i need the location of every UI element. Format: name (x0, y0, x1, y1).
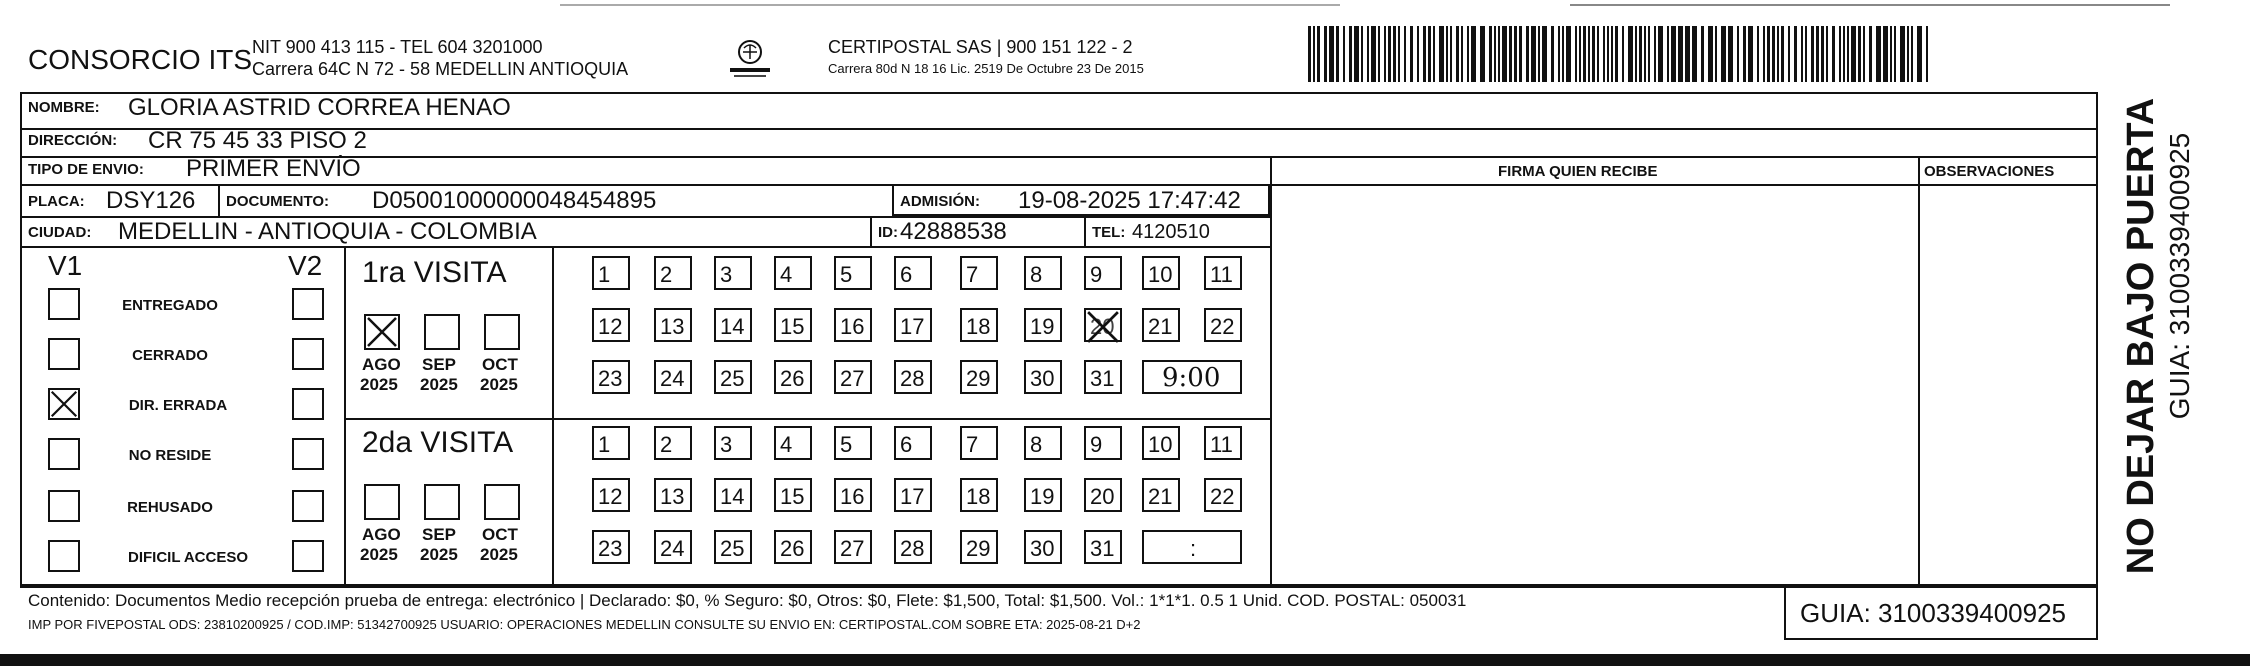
day-box[interactable]: 18 (960, 308, 998, 342)
top-scan-line-right (1570, 4, 2170, 6)
certipostal-line1: CERTIPOSTAL SAS | 900 151 122 - 2 (828, 37, 1133, 57)
status-label: CERRADO (132, 347, 208, 364)
divider (1270, 156, 1272, 586)
day-box[interactable]: 13 (654, 478, 692, 512)
status-v1-checkbox[interactable] (48, 490, 80, 522)
day-box[interactable]: 15 (774, 308, 812, 342)
divider (1270, 184, 2098, 186)
day-box[interactable]: 4 (774, 256, 812, 290)
certipostal-logo (726, 38, 774, 82)
tipo-envio-value: PRIMER ENVÍO (186, 155, 361, 182)
day-box[interactable]: 29 (960, 530, 998, 564)
day-box[interactable]: 19 (1024, 308, 1062, 342)
tipo-envio-label: TIPO DE ENVIO: (28, 161, 144, 178)
status-label: NO RESIDE (128, 447, 212, 464)
ciudad-value: MEDELLIN - ANTIOQUIA - COLOMBIA (118, 218, 537, 245)
direccion-value: CR 75 45 33 PISO 2 (148, 127, 367, 154)
day-box[interactable]: 28 (894, 530, 932, 564)
day-box[interactable]: 27 (834, 530, 872, 564)
status-label: DIR. ERRADA (128, 397, 228, 414)
day-box[interactable]: 7 (960, 256, 998, 290)
month-checkbox[interactable] (424, 314, 460, 350)
direccion-label: DIRECCIÓN: (28, 132, 118, 149)
day-box[interactable]: 25 (714, 360, 752, 394)
month-label: AGO (362, 525, 401, 544)
day-box[interactable]: 16 (834, 478, 872, 512)
month-label: AGO (362, 355, 401, 374)
day-box[interactable]: 11 (1204, 426, 1242, 460)
year-label: 2025 (480, 545, 518, 564)
footer-imp-line: IMP POR FIVEPOSTAL ODS: 23810200925 / COD.IMP: 51342700925 USUARIO: OPERACIONES MEDELLIN CONSULTE SU ENVIO EN: CERTIPOSTAL.COM SOBRE ETA: 2025-08-21 D+2 (28, 617, 1141, 632)
day-box[interactable]: 26 (774, 360, 812, 394)
top-scan-line (560, 4, 1340, 6)
day-box[interactable]: 1 (592, 426, 630, 460)
day-box[interactable]: 24 (654, 360, 692, 394)
day-box[interactable]: 16 (834, 308, 872, 342)
status-label: REHUSADO (127, 499, 213, 516)
day-box[interactable]: 4 (774, 426, 812, 460)
month-checkbox[interactable] (364, 484, 400, 520)
divider (218, 184, 220, 216)
day-box[interactable]: 10 (1142, 256, 1180, 290)
month-checkbox[interactable] (424, 484, 460, 520)
bottom-border-bar (0, 654, 2250, 666)
day-box[interactable]: 9 (1084, 426, 1122, 460)
year-label: 2025 (480, 375, 518, 394)
barcode (1308, 26, 1940, 82)
status-v1-checkbox[interactable] (48, 288, 80, 320)
day-box[interactable]: 7 (960, 426, 998, 460)
month-label: SEP (422, 525, 457, 544)
year-label: 2025 (360, 545, 398, 564)
day-box[interactable]: 8 (1024, 426, 1062, 460)
status-v2-checkbox[interactable] (292, 338, 324, 370)
divider (870, 216, 872, 246)
day-box[interactable]: 14 (714, 478, 752, 512)
day-box[interactable]: 20 (1084, 308, 1122, 342)
status-v2-checkbox[interactable] (292, 540, 324, 572)
placa-value: DSY126 (106, 187, 196, 214)
divider (1918, 156, 1920, 586)
tel-label: TEL: (1092, 224, 1126, 241)
status-v2-checkbox[interactable] (292, 438, 324, 470)
time-box[interactable]: : (1142, 530, 1242, 564)
day-box[interactable]: 13 (654, 308, 692, 342)
footer-contenido: Contenido: Documentos Medio recepción prueba de entrega: electrónico | Declarado: $0, % Seguro: $0, Otros: $0, Flete: $1,500, Total: $1,500. Vol.: 1*1*1. 0.5 1 Unid. COD. POSTAL: 050031 (28, 591, 1467, 610)
day-box[interactable]: 21 (1142, 478, 1180, 512)
company-nit: NIT 900 413 115 - TEL 604 3201000 (252, 37, 543, 57)
day-box[interactable]: 12 (592, 308, 630, 342)
firma-label: FIRMA QUIEN RECIBE (1498, 163, 1658, 180)
divider (344, 246, 346, 584)
side-no-dejar: NO DEJAR BAJO PUERTA (2120, 97, 2162, 575)
id-value: 42888538 (900, 218, 1007, 245)
day-box[interactable]: 10 (1142, 426, 1180, 460)
day-box[interactable]: 23 (592, 360, 630, 394)
v1-label: V1 (48, 250, 83, 281)
day-box[interactable]: 15 (774, 478, 812, 512)
admision-label: ADMISIÓN: (900, 193, 980, 210)
id-label: ID: (878, 224, 898, 241)
day-box[interactable]: 18 (960, 478, 998, 512)
day-box[interactable]: 17 (894, 478, 932, 512)
year-label: 2025 (420, 545, 458, 564)
day-box[interactable]: 30 (1024, 530, 1062, 564)
nombre-value: GLORIA ASTRID CORREA HENAO (128, 94, 511, 121)
status-v1-checkbox[interactable] (48, 338, 80, 370)
placa-label: PLACA: (28, 193, 85, 210)
nombre-label: NOMBRE: (28, 99, 100, 116)
ciudad-label: CIUDAD: (28, 224, 92, 241)
day-box[interactable]: 29 (960, 360, 998, 394)
status-v1-checkbox[interactable] (48, 540, 80, 572)
divider (20, 246, 1270, 248)
visit2-title: 2da VISITA (362, 426, 514, 459)
observaciones-label: OBSERVACIONES (1924, 163, 2055, 180)
month-label: OCT (482, 355, 518, 374)
day-box[interactable]: 17 (894, 308, 932, 342)
status-label: DIFICIL ACCESO (127, 549, 248, 566)
status-v2-checkbox[interactable] (292, 490, 324, 522)
footer-guia: GUIA: 3100339400925 (1800, 598, 2066, 628)
day-box[interactable]: 25 (714, 530, 752, 564)
documento-value: D05001000000048454895 (372, 187, 657, 214)
day-box[interactable]: 22 (1204, 308, 1242, 342)
visit1-title: 1ra VISITA (362, 256, 507, 289)
day-box[interactable]: 12 (592, 478, 630, 512)
v2-label: V2 (288, 250, 323, 281)
day-box[interactable]: 23 (592, 530, 630, 564)
tel-value: 4120510 (1132, 221, 1210, 243)
divider (552, 246, 554, 584)
day-box[interactable]: 6 (894, 426, 932, 460)
certipostal-line2: Carrera 80d N 18 16 Lic. 2519 De Octubre 23 De 2015 (828, 61, 1144, 76)
month-checkbox[interactable] (484, 314, 520, 350)
day-box[interactable]: 5 (834, 426, 872, 460)
divider (1084, 216, 1086, 246)
divider (344, 418, 1270, 420)
year-label: 2025 (360, 375, 398, 394)
side-guia: GUIA: 3100339400925 (2164, 132, 2195, 420)
status-v2-checkbox[interactable] (292, 288, 324, 320)
day-box[interactable]: 28 (894, 360, 932, 394)
documento-label: DOCUMENTO: (226, 193, 330, 210)
day-box[interactable]: 19 (1024, 478, 1062, 512)
month-checkbox[interactable] (364, 314, 400, 350)
day-box[interactable]: 22 (1204, 478, 1242, 512)
day-box[interactable]: 24 (654, 530, 692, 564)
day-box[interactable]: 27 (834, 360, 872, 394)
day-box[interactable]: 2 (654, 256, 692, 290)
month-label: OCT (482, 525, 518, 544)
day-box[interactable]: 20 (1084, 478, 1122, 512)
day-box[interactable]: 14 (714, 308, 752, 342)
year-label: 2025 (420, 375, 458, 394)
status-v1-checkbox[interactable] (48, 438, 80, 470)
company-name: CONSORCIO ITS (28, 44, 253, 75)
status-v2-checkbox[interactable] (292, 388, 324, 420)
company-address: Carrera 64C N 72 - 58 MEDELLIN ANTIOQUIA (252, 59, 629, 79)
day-box[interactable]: 26 (774, 530, 812, 564)
admision-value: 19-08-2025 17:47:42 (1018, 187, 1241, 214)
day-box[interactable]: 1 (592, 256, 630, 290)
day-box[interactable]: 31 (1084, 360, 1122, 394)
day-box[interactable]: 9 (1084, 256, 1122, 290)
status-label: ENTREGADO (122, 297, 218, 314)
day-box[interactable]: 6 (894, 256, 932, 290)
status-v1-checkbox[interactable] (48, 388, 80, 420)
day-box[interactable]: 3 (714, 256, 752, 290)
day-box[interactable]: 30 (1024, 360, 1062, 394)
day-box[interactable]: 2 (654, 426, 692, 460)
day-box[interactable]: 5 (834, 256, 872, 290)
day-box[interactable]: 21 (1142, 308, 1180, 342)
month-checkbox[interactable] (484, 484, 520, 520)
day-box[interactable]: 8 (1024, 256, 1062, 290)
day-box[interactable]: 11 (1204, 256, 1242, 290)
day-box[interactable]: 3 (714, 426, 752, 460)
time-box[interactable]: 9:00 (1142, 360, 1242, 394)
day-box[interactable]: 31 (1084, 530, 1122, 564)
month-label: SEP (422, 355, 457, 374)
